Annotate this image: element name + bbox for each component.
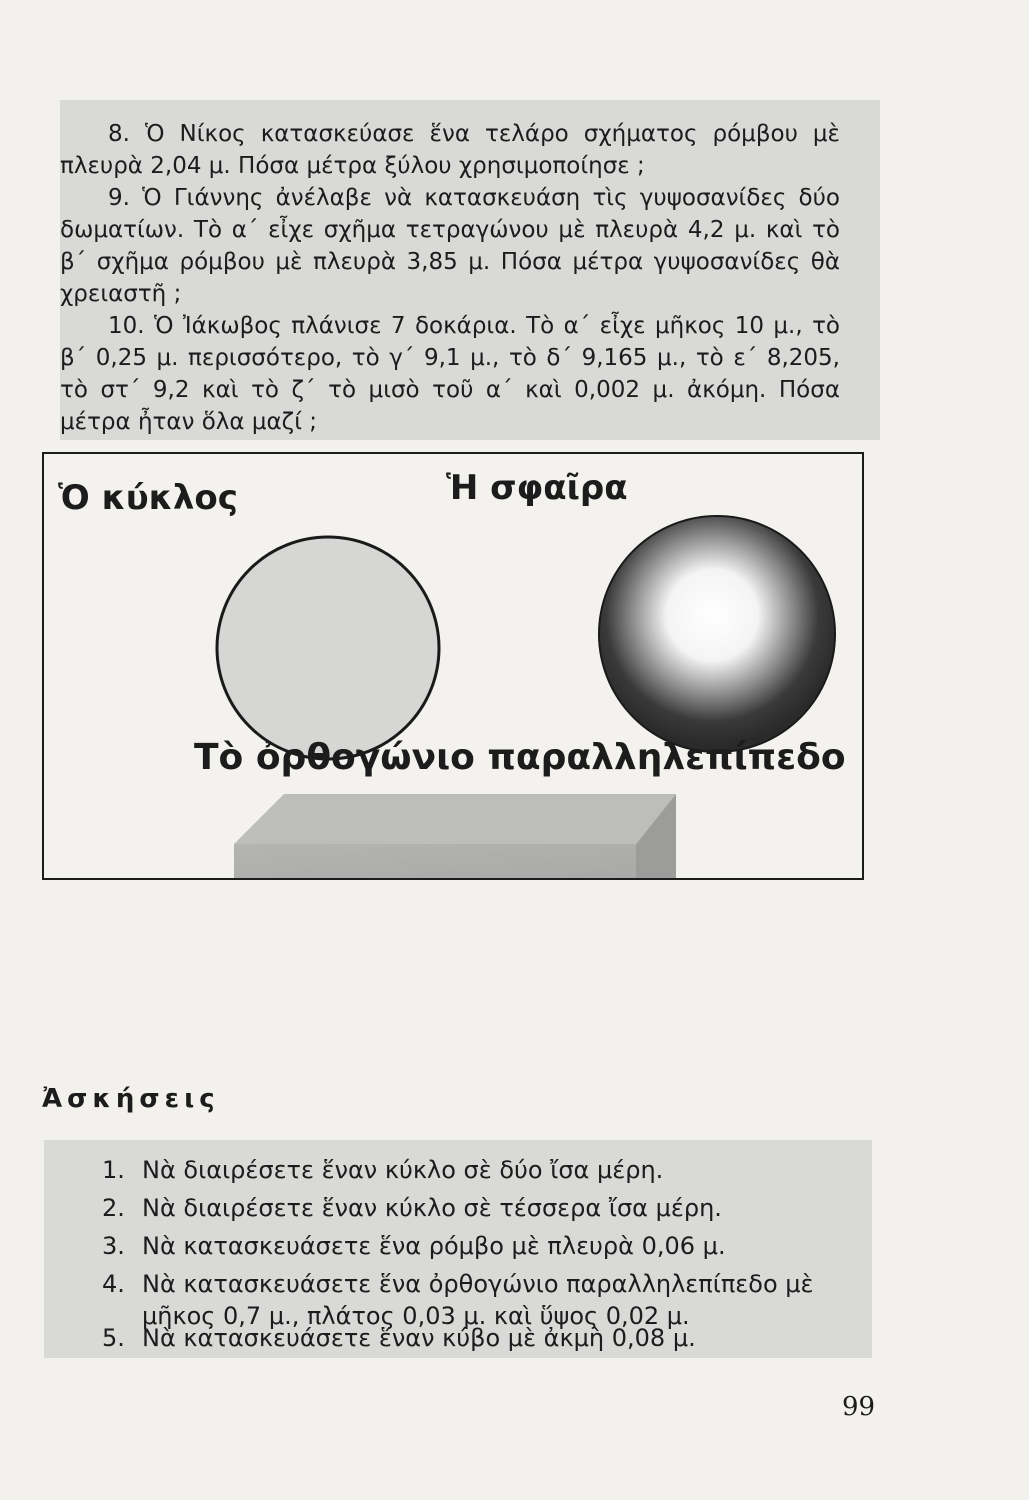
exercise-number: 2. <box>102 1194 125 1222</box>
box-title: Τὸ ὀρθογώνιο παραλληλεπίπεδο <box>194 737 846 778</box>
box-top-face <box>234 794 676 844</box>
exercise-number: 5. <box>102 1324 125 1352</box>
problem-9: 9. Ὁ Γιάννης ἀνέλαβε νὰ κατασκευάση τὶς γυψοσανίδες δύο δωματίων. Τὸ α΄ εἶχε σχῆμα τετραγώνου μὲ πλευρὰ 4,2 μ. καὶ τὸ β΄ σχῆμα ρόμβου μὲ πλευρὰ 3,85 μ. Πόσα μέτρα γυψοσανίδες θὰ χρειαστῆ ; <box>60 185 840 307</box>
exercise-5 <box>102 1322 872 1354</box>
sphere-title: Ἡ σφαῖρα <box>446 468 628 508</box>
exercise-2 <box>102 1192 872 1224</box>
exercise-number: 3. <box>102 1232 125 1260</box>
exercises-block <box>44 1140 872 1358</box>
exercise-text: Νὰ διαιρέσετε ἕναν κύκλο σὲ δύο ἴσα μέρη. <box>142 1156 664 1184</box>
sphere-shape <box>599 516 835 752</box>
exercises-title: Ἀσκήσεις <box>42 1084 220 1114</box>
exercise-text: Νὰ διαιρέσετε ἕναν κύκλο σὲ τέσσερα ἴσα μέρη. <box>142 1194 722 1222</box>
exercise-number: 4. <box>102 1270 125 1298</box>
box-front-face <box>234 844 636 878</box>
exercise-text: Νὰ κατασκευάσετε ἕνα ὀρθογώνιο παραλληλεπίπεδο μὲ <box>142 1270 814 1298</box>
exercise-text: Νὰ κατασκευάσετε ἕναν κύβο μὲ ἀκμὴ 0,08 μ. <box>142 1324 696 1352</box>
problems-block <box>60 100 880 440</box>
page-number: 99 <box>842 1392 876 1422</box>
circle-title: Ὁ κύκλος <box>58 478 238 518</box>
exercise-3 <box>102 1230 872 1262</box>
exercise-1 <box>102 1154 872 1186</box>
problem-10: 10. Ὁ Ἰάκωβος πλάνισε 7 δοκάρια. Τὸ α΄ εἶχε μῆκος 10 μ., τὸ β΄ 0,25 μ. περισσότερο, τὸ γ΄ 9,1 μ., τὸ δ΄ 9,165 μ., τὸ ε΄ 8,205, τὸ στ΄ 9,2 καὶ τὸ ζ΄ τὸ μισὸ τοῦ α΄ καὶ 0,002 μ. ἀκόμη. Πόσα μέτρα ἦταν ὅλα μαζί ; <box>60 313 840 435</box>
shapes-figure <box>42 452 864 880</box>
exercise-number: 1. <box>102 1156 125 1184</box>
problem-8: 8. Ὁ Νίκος κατασκεύασε ἕνα τελάρο σχήματος ρόμβου μὲ πλευρὰ 2,04 μ. Πόσα μέτρα ξύλου χρησιμοποίησε ; <box>60 121 840 179</box>
exercise-text: Νὰ κατασκευάσετε ἕνα ρόμβο μὲ πλευρὰ 0,06 μ. <box>142 1232 726 1260</box>
exercise-text-continued: μῆκος 0,7 μ., πλάτος 0,03 μ. καὶ ὕψος 0,02 μ. <box>142 1302 690 1330</box>
circle-shape <box>217 537 439 759</box>
